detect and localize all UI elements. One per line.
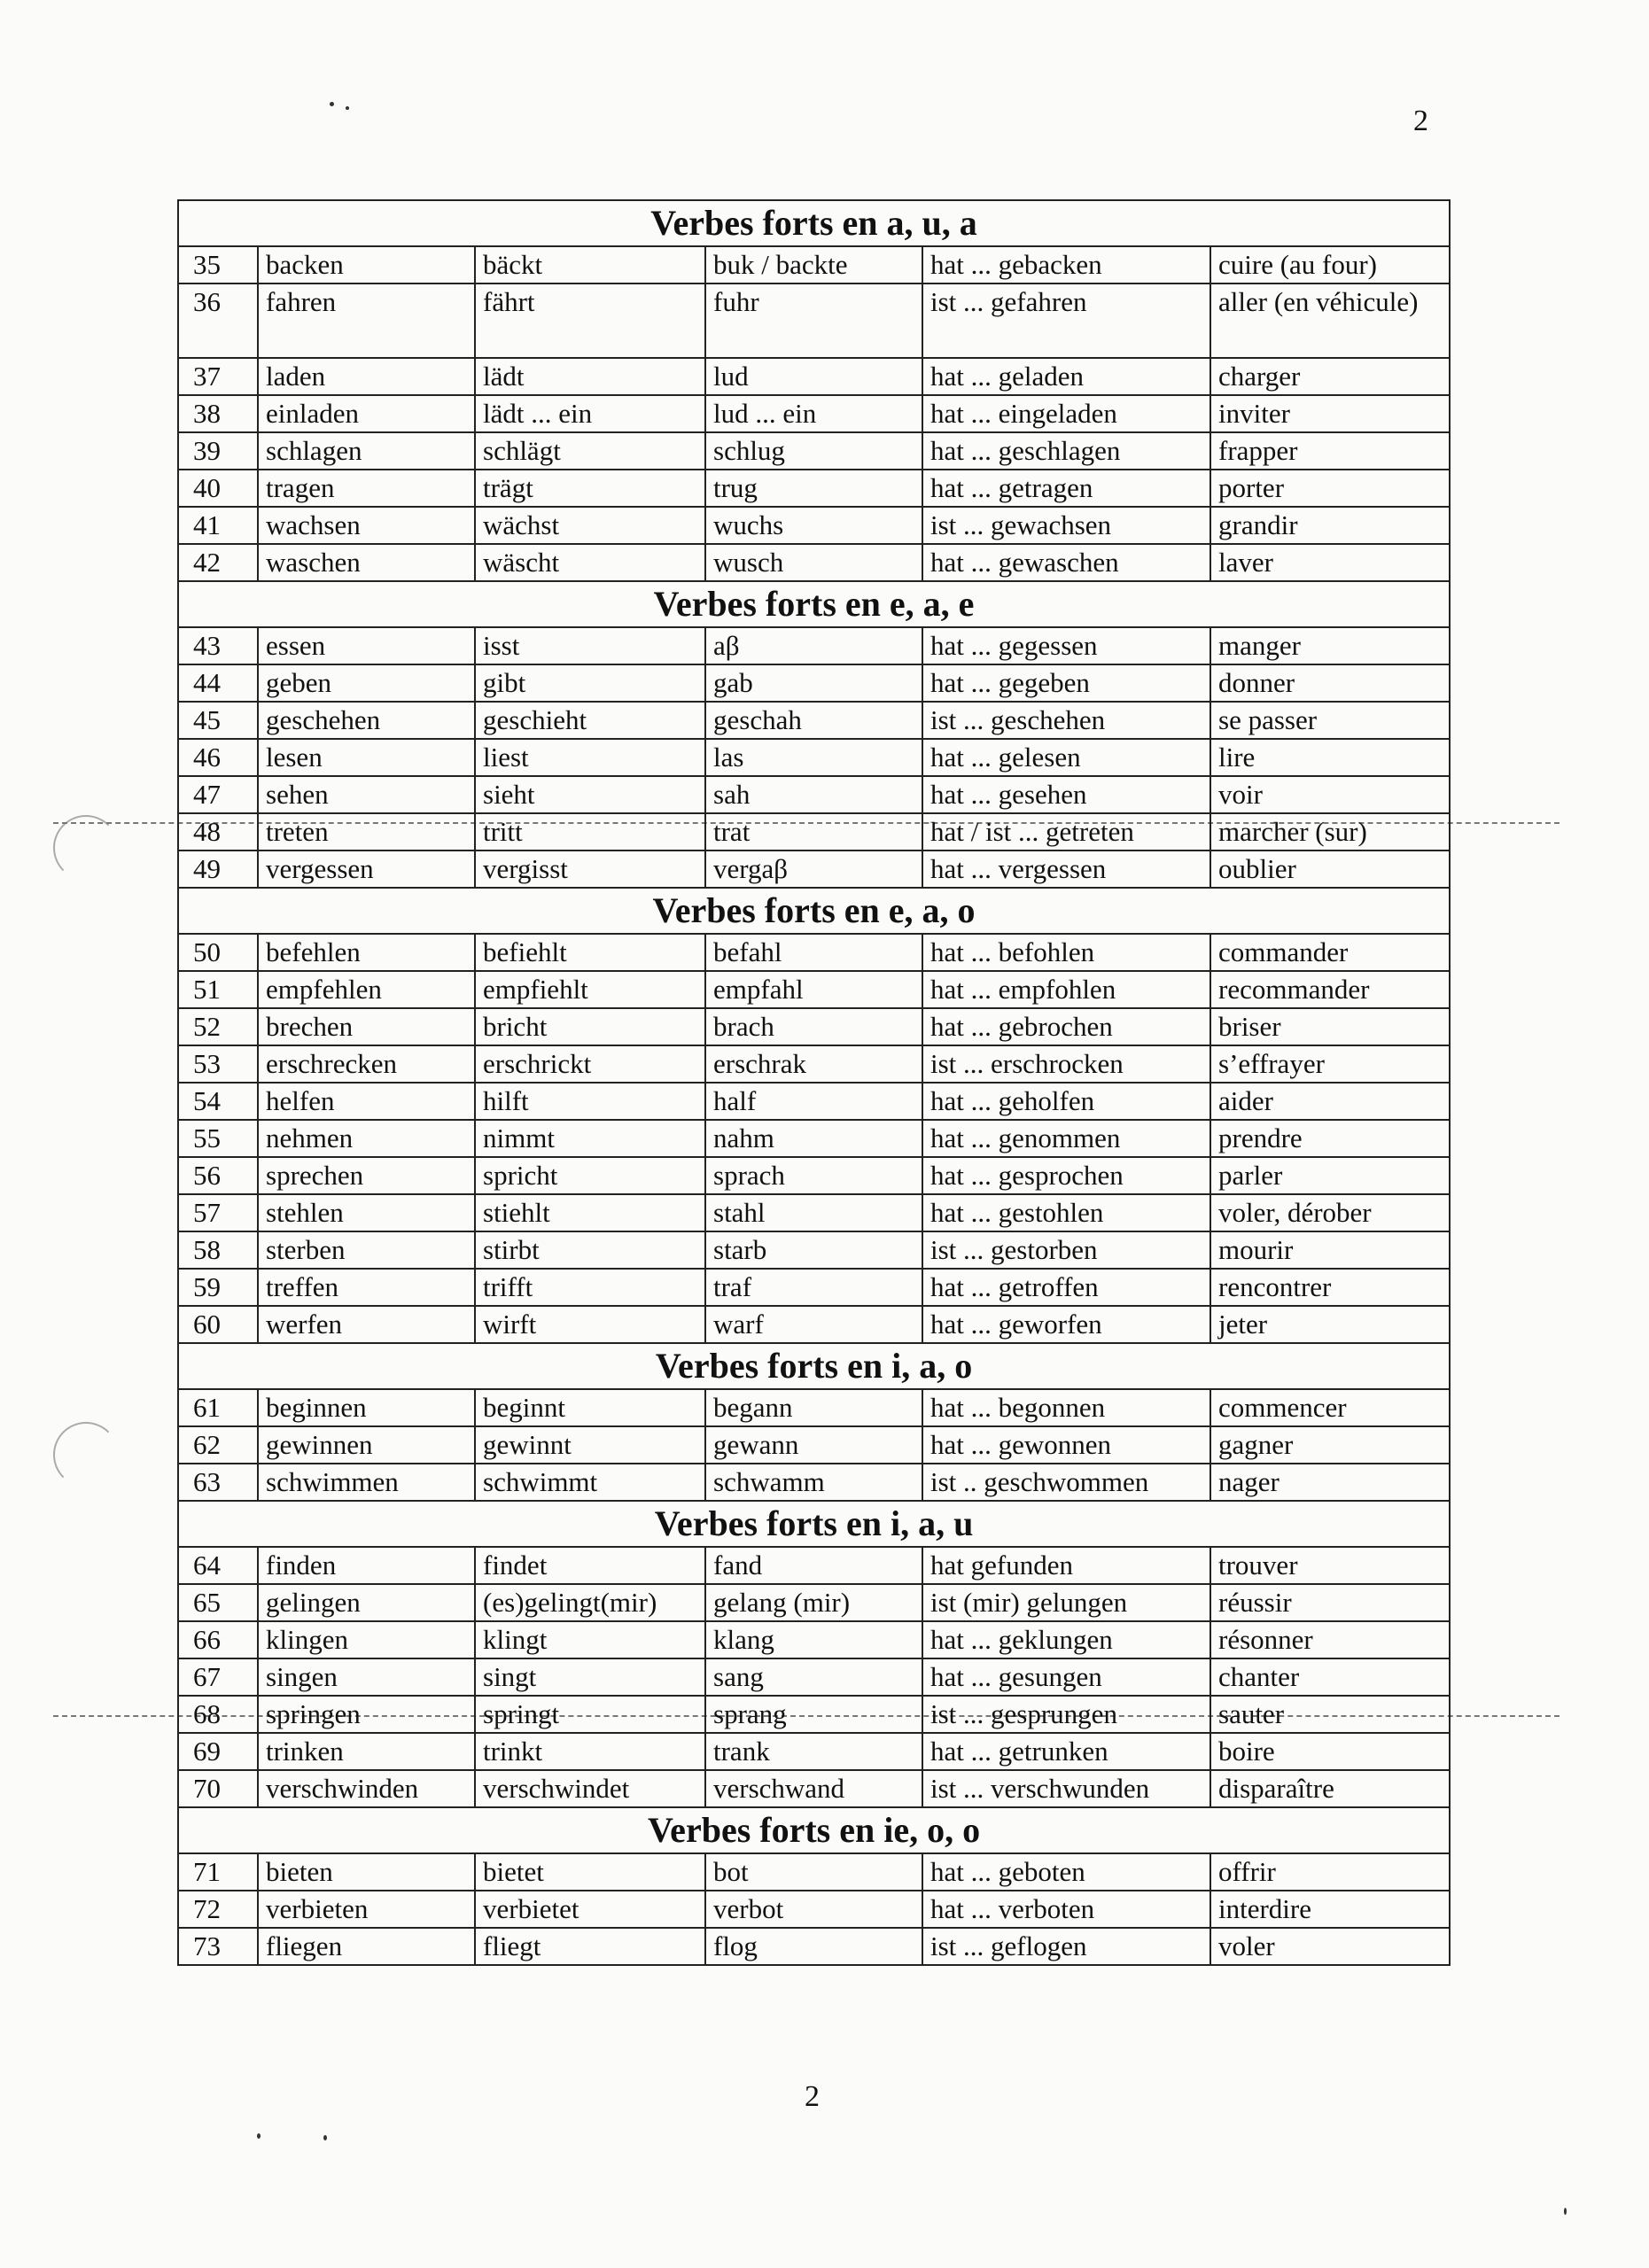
participle-cell: ist .. geschwommen xyxy=(922,1464,1210,1501)
french-cell: laver xyxy=(1210,544,1450,581)
verb-number: 43 xyxy=(178,627,258,664)
verb-number: 59 xyxy=(178,1269,258,1306)
verb-number: 38 xyxy=(178,395,258,432)
verb-number: 39 xyxy=(178,432,258,470)
table-row xyxy=(178,470,1450,507)
section-title: Verbes forts en e, a, o xyxy=(178,888,1450,934)
table-row xyxy=(178,1696,1450,1733)
verb-number: 45 xyxy=(178,702,258,739)
french-cell: interdire xyxy=(1210,1891,1450,1928)
table-row xyxy=(178,1426,1450,1464)
verb-number: 51 xyxy=(178,971,258,1008)
french-cell: résonner xyxy=(1210,1621,1450,1658)
table-row xyxy=(178,776,1450,813)
preterite-cell: fand xyxy=(705,1547,922,1584)
participle-cell: hat ... gesungen xyxy=(922,1658,1210,1696)
participle-cell: ist ... gestorben xyxy=(922,1231,1210,1269)
participle-cell: hat ... getrunken xyxy=(922,1733,1210,1770)
preterite-cell: flog xyxy=(705,1928,922,1965)
table-row xyxy=(178,739,1450,776)
present-cell: singt xyxy=(475,1658,705,1696)
section-header-row xyxy=(178,1501,1450,1547)
preterite-cell: gewann xyxy=(705,1426,922,1464)
preterite-cell: verbot xyxy=(705,1891,922,1928)
verb-number: 49 xyxy=(178,850,258,888)
verb-number: 44 xyxy=(178,664,258,702)
infinitive-cell: empfehlen xyxy=(258,971,475,1008)
french-cell: trouver xyxy=(1210,1547,1450,1584)
participle-cell: hat ... geklungen xyxy=(922,1621,1210,1658)
preterite-cell: starb xyxy=(705,1231,922,1269)
scan-speck xyxy=(323,2135,327,2140)
infinitive-cell: treten xyxy=(258,813,475,850)
verb-number: 56 xyxy=(178,1157,258,1194)
scan-speck xyxy=(330,102,334,106)
section-title: Verbes forts en i, a, o xyxy=(178,1343,1450,1389)
section-title: Verbes forts en a, u, a xyxy=(178,200,1450,246)
participle-cell: ist ... geschehen xyxy=(922,702,1210,739)
participle-cell: hat ... geboten xyxy=(922,1853,1210,1891)
verb-number: 62 xyxy=(178,1426,258,1464)
preterite-cell: gab xyxy=(705,664,922,702)
verb-number: 46 xyxy=(178,739,258,776)
table-row xyxy=(178,1891,1450,1928)
infinitive-cell: nehmen xyxy=(258,1120,475,1157)
present-cell: springt xyxy=(475,1696,705,1733)
infinitive-cell: bieten xyxy=(258,1853,475,1891)
section-title: Verbes forts en e, a, e xyxy=(178,581,1450,627)
present-cell: bricht xyxy=(475,1008,705,1045)
preterite-cell: aβ xyxy=(705,627,922,664)
preterite-cell: schlug xyxy=(705,432,922,470)
participle-cell: ist ... gefahren xyxy=(922,284,1210,358)
present-cell: tritt xyxy=(475,813,705,850)
table-row xyxy=(178,507,1450,544)
preterite-cell: sprang xyxy=(705,1696,922,1733)
preterite-cell: warf xyxy=(705,1306,922,1343)
scan-speck xyxy=(346,106,349,110)
french-cell: briser xyxy=(1210,1008,1450,1045)
infinitive-cell: einladen xyxy=(258,395,475,432)
verb-number: 36 xyxy=(178,284,258,358)
table-row xyxy=(178,1008,1450,1045)
table-row xyxy=(178,664,1450,702)
infinitive-cell: finden xyxy=(258,1547,475,1584)
french-cell: recommander xyxy=(1210,971,1450,1008)
participle-cell: hat ... gebrochen xyxy=(922,1008,1210,1045)
table-row xyxy=(178,1306,1450,1343)
french-cell: charger xyxy=(1210,358,1450,395)
participle-cell: hat ... befohlen xyxy=(922,934,1210,971)
french-cell: offrir xyxy=(1210,1853,1450,1891)
preterite-cell: buk / backte xyxy=(705,246,922,284)
present-cell: schlägt xyxy=(475,432,705,470)
preterite-cell: sprach xyxy=(705,1157,922,1194)
infinitive-cell: sprechen xyxy=(258,1157,475,1194)
french-cell: voler xyxy=(1210,1928,1450,1965)
french-cell: jeter xyxy=(1210,1306,1450,1343)
french-cell: commander xyxy=(1210,934,1450,971)
verb-number: 42 xyxy=(178,544,258,581)
preterite-cell: stahl xyxy=(705,1194,922,1231)
verb-number: 64 xyxy=(178,1547,258,1584)
present-cell: gibt xyxy=(475,664,705,702)
preterite-cell: fuhr xyxy=(705,284,922,358)
participle-cell: hat ... gegessen xyxy=(922,627,1210,664)
punch-hole-top xyxy=(53,815,119,881)
present-cell: trinkt xyxy=(475,1733,705,1770)
table-row xyxy=(178,1853,1450,1891)
present-cell: trifft xyxy=(475,1269,705,1306)
infinitive-cell: schlagen xyxy=(258,432,475,470)
verb-number: 40 xyxy=(178,470,258,507)
present-cell: findet xyxy=(475,1547,705,1584)
verb-number: 47 xyxy=(178,776,258,813)
french-cell: prendre xyxy=(1210,1120,1450,1157)
present-cell: geschieht xyxy=(475,702,705,739)
section-header-row xyxy=(178,1343,1450,1389)
section-title: Verbes forts en i, a, u xyxy=(178,1501,1450,1547)
french-cell: aller (en véhicule) xyxy=(1210,284,1450,358)
present-cell: sieht xyxy=(475,776,705,813)
participle-cell: hat ... verboten xyxy=(922,1891,1210,1928)
present-cell: beginnt xyxy=(475,1389,705,1426)
present-cell: lädt ... ein xyxy=(475,395,705,432)
verb-number: 50 xyxy=(178,934,258,971)
present-cell: erschrickt xyxy=(475,1045,705,1083)
present-cell: schwimmt xyxy=(475,1464,705,1501)
verb-number: 53 xyxy=(178,1045,258,1083)
verb-number: 68 xyxy=(178,1696,258,1733)
french-cell: nager xyxy=(1210,1464,1450,1501)
verb-number: 65 xyxy=(178,1584,258,1621)
preterite-cell: nahm xyxy=(705,1120,922,1157)
table-row xyxy=(178,1547,1450,1584)
verb-number: 67 xyxy=(178,1658,258,1696)
participle-cell: hat / ist ... getreten xyxy=(922,813,1210,850)
verbs-table-body xyxy=(178,200,1450,1965)
preterite-cell: erschrak xyxy=(705,1045,922,1083)
table-row xyxy=(178,1083,1450,1120)
infinitive-cell: brechen xyxy=(258,1008,475,1045)
preterite-cell: klang xyxy=(705,1621,922,1658)
table-row xyxy=(178,627,1450,664)
infinitive-cell: gewinnen xyxy=(258,1426,475,1464)
table-row xyxy=(178,934,1450,971)
verb-number: 54 xyxy=(178,1083,258,1120)
participle-cell: hat ... geholfen xyxy=(922,1083,1210,1120)
participle-cell: hat ... geworfen xyxy=(922,1306,1210,1343)
french-cell: voler, dérober xyxy=(1210,1194,1450,1231)
french-cell: parler xyxy=(1210,1157,1450,1194)
verb-number: 71 xyxy=(178,1853,258,1891)
infinitive-cell: erschrecken xyxy=(258,1045,475,1083)
infinitive-cell: fliegen xyxy=(258,1928,475,1965)
infinitive-cell: essen xyxy=(258,627,475,664)
table-row xyxy=(178,544,1450,581)
section-title: Verbes forts en ie, o, o xyxy=(178,1807,1450,1853)
participle-cell: ist ... erschrocken xyxy=(922,1045,1210,1083)
verb-number: 72 xyxy=(178,1891,258,1928)
verb-number: 35 xyxy=(178,246,258,284)
infinitive-cell: fahren xyxy=(258,284,475,358)
french-cell: marcher (sur) xyxy=(1210,813,1450,850)
table-row xyxy=(178,246,1450,284)
french-cell: porter xyxy=(1210,470,1450,507)
table-row xyxy=(178,850,1450,888)
present-cell: stiehlt xyxy=(475,1194,705,1231)
participle-cell: hat ... gegeben xyxy=(922,664,1210,702)
present-cell: gewinnt xyxy=(475,1426,705,1464)
present-cell: wirft xyxy=(475,1306,705,1343)
preterite-cell: vergaβ xyxy=(705,850,922,888)
verb-number: 63 xyxy=(178,1464,258,1501)
french-cell: voir xyxy=(1210,776,1450,813)
section-header-row xyxy=(178,581,1450,627)
participle-cell: hat ... gewaschen xyxy=(922,544,1210,581)
section-header-row xyxy=(178,200,1450,246)
french-cell: oublier xyxy=(1210,850,1450,888)
french-cell: commencer xyxy=(1210,1389,1450,1426)
participle-cell: ist (mir) gelungen xyxy=(922,1584,1210,1621)
verb-number: 58 xyxy=(178,1231,258,1269)
participle-cell: hat ... eingeladen xyxy=(922,395,1210,432)
preterite-cell: trat xyxy=(705,813,922,850)
preterite-cell: brach xyxy=(705,1008,922,1045)
verb-number: 41 xyxy=(178,507,258,544)
infinitive-cell: treffen xyxy=(258,1269,475,1306)
french-cell: disparaître xyxy=(1210,1770,1450,1807)
verb-number: 57 xyxy=(178,1194,258,1231)
table-row xyxy=(178,1733,1450,1770)
preterite-cell: geschah xyxy=(705,702,922,739)
infinitive-cell: tragen xyxy=(258,470,475,507)
preterite-cell: befahl xyxy=(705,934,922,971)
participle-cell: hat ... gestohlen xyxy=(922,1194,1210,1231)
preterite-cell: sang xyxy=(705,1658,922,1696)
preterite-cell: begann xyxy=(705,1389,922,1426)
table-row xyxy=(178,1045,1450,1083)
infinitive-cell: laden xyxy=(258,358,475,395)
verb-number: 37 xyxy=(178,358,258,395)
participle-cell: hat gefunden xyxy=(922,1547,1210,1584)
present-cell: nimmt xyxy=(475,1120,705,1157)
infinitive-cell: werfen xyxy=(258,1306,475,1343)
french-cell: gagner xyxy=(1210,1426,1450,1464)
infinitive-cell: vergessen xyxy=(258,850,475,888)
french-cell: rencontrer xyxy=(1210,1269,1450,1306)
table-row xyxy=(178,432,1450,470)
infinitive-cell: waschen xyxy=(258,544,475,581)
present-cell: (es)gelingt(mir) xyxy=(475,1584,705,1621)
infinitive-cell: verbieten xyxy=(258,1891,475,1928)
preterite-cell: empfahl xyxy=(705,971,922,1008)
preterite-cell: bot xyxy=(705,1853,922,1891)
participle-cell: ist ... gewachsen xyxy=(922,507,1210,544)
present-cell: hilft xyxy=(475,1083,705,1120)
preterite-cell: las xyxy=(705,739,922,776)
preterite-cell: lud ... ein xyxy=(705,395,922,432)
infinitive-cell: springen xyxy=(258,1696,475,1733)
participle-cell: hat ... begonnen xyxy=(922,1389,1210,1426)
table-row xyxy=(178,1584,1450,1621)
scan-speck xyxy=(1564,2208,1567,2215)
infinitive-cell: sehen xyxy=(258,776,475,813)
preterite-cell: wuchs xyxy=(705,507,922,544)
table-row xyxy=(178,1928,1450,1965)
french-cell: mourir xyxy=(1210,1231,1450,1269)
present-cell: bietet xyxy=(475,1853,705,1891)
participle-cell: ist ... gesprungen xyxy=(922,1696,1210,1733)
participle-cell: hat ... empfohlen xyxy=(922,971,1210,1008)
participle-cell: hat ... vergessen xyxy=(922,850,1210,888)
infinitive-cell: helfen xyxy=(258,1083,475,1120)
verb-number: 70 xyxy=(178,1770,258,1807)
participle-cell: hat ... gebacken xyxy=(922,246,1210,284)
table-row xyxy=(178,1464,1450,1501)
verb-number: 73 xyxy=(178,1928,258,1965)
preterite-cell: verschwand xyxy=(705,1770,922,1807)
infinitive-cell: befehlen xyxy=(258,934,475,971)
verb-number: 66 xyxy=(178,1621,258,1658)
section-header-row xyxy=(178,888,1450,934)
infinitive-cell: geschehen xyxy=(258,702,475,739)
participle-cell: hat ... genommen xyxy=(922,1120,1210,1157)
verb-number: 61 xyxy=(178,1389,258,1426)
french-cell: se passer xyxy=(1210,702,1450,739)
french-cell: frapper xyxy=(1210,432,1450,470)
present-cell: klingt xyxy=(475,1621,705,1658)
table-row xyxy=(178,1770,1450,1807)
preterite-cell: gelang (mir) xyxy=(705,1584,922,1621)
participle-cell: hat ... getroffen xyxy=(922,1269,1210,1306)
present-cell: stirbt xyxy=(475,1231,705,1269)
table-row xyxy=(178,1157,1450,1194)
table-row xyxy=(178,1621,1450,1658)
french-cell: lire xyxy=(1210,739,1450,776)
present-cell: befiehlt xyxy=(475,934,705,971)
participle-cell: hat ... getragen xyxy=(922,470,1210,507)
french-cell: boire xyxy=(1210,1733,1450,1770)
preterite-cell: wusch xyxy=(705,544,922,581)
participle-cell: hat ... gesehen xyxy=(922,776,1210,813)
infinitive-cell: trinken xyxy=(258,1733,475,1770)
present-cell: bäckt xyxy=(475,246,705,284)
infinitive-cell: verschwinden xyxy=(258,1770,475,1807)
french-cell: réussir xyxy=(1210,1584,1450,1621)
preterite-cell: sah xyxy=(705,776,922,813)
section-header-row xyxy=(178,1807,1450,1853)
participle-cell: ist ... verschwunden xyxy=(922,1770,1210,1807)
participle-cell: hat ... gelesen xyxy=(922,739,1210,776)
table-row xyxy=(178,1194,1450,1231)
participle-cell: hat ... geschlagen xyxy=(922,432,1210,470)
strong-verbs-table xyxy=(177,199,1451,1966)
table-row xyxy=(178,1658,1450,1696)
table-row xyxy=(178,358,1450,395)
table-row xyxy=(178,284,1450,358)
present-cell: verbietet xyxy=(475,1891,705,1928)
verb-number: 69 xyxy=(178,1733,258,1770)
infinitive-cell: lesen xyxy=(258,739,475,776)
scan-speck xyxy=(257,2133,261,2139)
preterite-cell: half xyxy=(705,1083,922,1120)
present-cell: lädt xyxy=(475,358,705,395)
present-cell: liest xyxy=(475,739,705,776)
table-row xyxy=(178,702,1450,739)
page-number-top: 2 xyxy=(1413,105,1428,137)
verb-number: 48 xyxy=(178,813,258,850)
preterite-cell: traf xyxy=(705,1269,922,1306)
participle-cell: hat ... gewonnen xyxy=(922,1426,1210,1464)
participle-cell: hat ... geladen xyxy=(922,358,1210,395)
infinitive-cell: klingen xyxy=(258,1621,475,1658)
french-cell: s’effrayer xyxy=(1210,1045,1450,1083)
french-cell: inviter xyxy=(1210,395,1450,432)
present-cell: fliegt xyxy=(475,1928,705,1965)
preterite-cell: schwamm xyxy=(705,1464,922,1501)
infinitive-cell: schwimmen xyxy=(258,1464,475,1501)
present-cell: isst xyxy=(475,627,705,664)
preterite-cell: trug xyxy=(705,470,922,507)
verb-number: 60 xyxy=(178,1306,258,1343)
french-cell: donner xyxy=(1210,664,1450,702)
table-row xyxy=(178,1389,1450,1426)
preterite-cell: lud xyxy=(705,358,922,395)
french-cell: sauter xyxy=(1210,1696,1450,1733)
page-number-bottom: 2 xyxy=(805,2080,820,2113)
french-cell: grandir xyxy=(1210,507,1450,544)
verb-number: 55 xyxy=(178,1120,258,1157)
infinitive-cell: backen xyxy=(258,246,475,284)
french-cell: chanter xyxy=(1210,1658,1450,1696)
table-row xyxy=(178,971,1450,1008)
infinitive-cell: beginnen xyxy=(258,1389,475,1426)
french-cell: manger xyxy=(1210,627,1450,664)
infinitive-cell: wachsen xyxy=(258,507,475,544)
french-cell: cuire (au four) xyxy=(1210,246,1450,284)
table-row xyxy=(178,1269,1450,1306)
participle-cell: hat ... gesprochen xyxy=(922,1157,1210,1194)
present-cell: fährt xyxy=(475,284,705,358)
infinitive-cell: gelingen xyxy=(258,1584,475,1621)
table-row xyxy=(178,395,1450,432)
infinitive-cell: geben xyxy=(258,664,475,702)
infinitive-cell: stehlen xyxy=(258,1194,475,1231)
punch-hole-bottom xyxy=(53,1422,119,1487)
table-row xyxy=(178,813,1450,850)
table-row xyxy=(178,1120,1450,1157)
present-cell: verschwindet xyxy=(475,1770,705,1807)
participle-cell: ist ... geflogen xyxy=(922,1928,1210,1965)
infinitive-cell: singen xyxy=(258,1658,475,1696)
verb-number: 52 xyxy=(178,1008,258,1045)
present-cell: wäscht xyxy=(475,544,705,581)
preterite-cell: trank xyxy=(705,1733,922,1770)
infinitive-cell: sterben xyxy=(258,1231,475,1269)
present-cell: vergisst xyxy=(475,850,705,888)
french-cell: aider xyxy=(1210,1083,1450,1120)
present-cell: spricht xyxy=(475,1157,705,1194)
table-row xyxy=(178,1231,1450,1269)
present-cell: empfiehlt xyxy=(475,971,705,1008)
present-cell: trägt xyxy=(475,470,705,507)
present-cell: wächst xyxy=(475,507,705,544)
